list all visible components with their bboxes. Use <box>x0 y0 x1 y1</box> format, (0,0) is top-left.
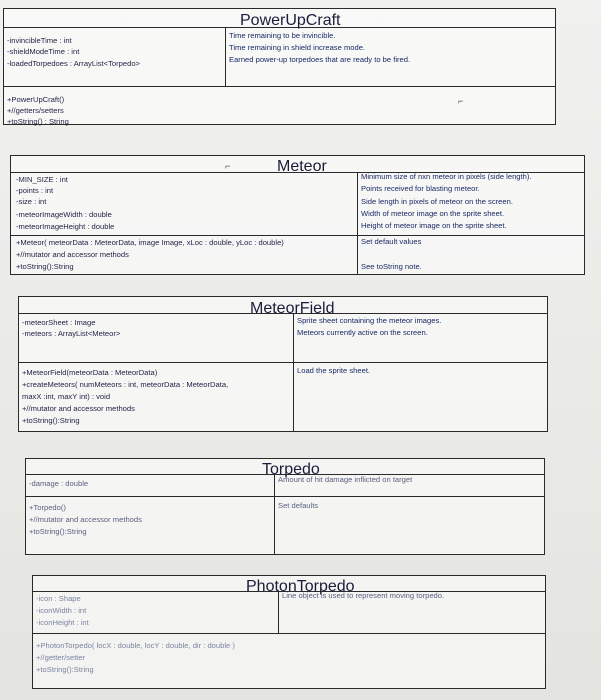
class-title-photontorpedo: PhotonTorpedo <box>246 578 355 595</box>
field-note: Meteors currently active on the screen. <box>297 328 428 337</box>
method-note: Load the sprite sheet. <box>297 366 371 375</box>
field: -damage : double <box>29 479 89 488</box>
field-note: Points received for blasting meteor. <box>361 184 480 193</box>
divider <box>25 496 545 497</box>
method: +//mutator and accessor methods <box>29 515 142 524</box>
field-note: Side length in pixels of meteor on the screen. <box>361 197 513 206</box>
method: +PowerUpCraft() <box>7 95 65 104</box>
field-note: Earned power-up torpedoes that are ready to be fired. <box>229 55 411 64</box>
field-note: Sprite sheet containing the meteor images. <box>297 316 442 325</box>
field: -shieldModeTime : int <box>7 47 80 56</box>
method: +Torpedo() <box>29 503 66 512</box>
class-title-meteorfield: MeteorField <box>250 300 335 317</box>
method: +PhotonTorpedo( locX : double, locY : double, dir : double ) <box>36 641 235 650</box>
field: -icon : Shape <box>36 594 81 603</box>
field: -invincibleTime : int <box>7 36 72 45</box>
field: -iconHeight : int <box>36 618 89 627</box>
method: +toString():String <box>22 416 80 425</box>
divider <box>278 591 279 633</box>
field: -points : int <box>16 186 54 195</box>
class-title-powerupcraft: PowerUpCraft <box>240 12 341 29</box>
divider <box>10 235 585 236</box>
divider <box>32 633 546 634</box>
method: +toString() : String <box>7 117 69 126</box>
method: +toString():String <box>36 665 94 674</box>
field-note: Minimum size of nxn meteor in pixels (side length). <box>361 172 532 181</box>
divider <box>274 474 275 555</box>
field: -iconWidth : int <box>36 606 87 615</box>
field: -meteorSheet : Image <box>22 318 96 327</box>
field-note: Amount of hit damage inflicted on target <box>278 475 413 484</box>
divider <box>225 27 226 86</box>
method: +createMeteors( numMeteors : int, meteorData : MeteorData, <box>22 380 229 389</box>
field: -size : int <box>16 197 47 206</box>
pen-mark: ⌐ <box>225 161 231 171</box>
method: +toString():String <box>29 527 87 536</box>
method: +//getter/setter <box>36 653 86 662</box>
divider <box>18 362 548 363</box>
method-note: Set default values <box>361 237 422 246</box>
divider <box>3 86 556 87</box>
divider <box>293 313 294 432</box>
method: +//mutator and accessor methods <box>22 404 135 413</box>
method: +toString():String <box>16 262 74 271</box>
method: +//mutator and accessor methods <box>16 250 129 259</box>
method-note: See toString note. <box>361 262 422 271</box>
divider <box>357 172 358 275</box>
field-note: Height of meteor image on the sprite sheet. <box>361 221 507 230</box>
class-title-torpedo: Torpedo <box>262 461 320 478</box>
method: maxX :int, maxY int) : void <box>22 392 111 401</box>
method-note: Set defaults <box>278 501 319 510</box>
class-title-meteor: Meteor <box>277 158 327 175</box>
field: -meteors : ArrayList<Meteor> <box>22 329 121 338</box>
method: +Meteor( meteorData : MeteorData, image Image, xLoc : double, yLoc : double) <box>16 238 284 247</box>
method: +MeteorField(meteorData : MeteorData) <box>22 368 158 377</box>
field-note: Time remaining in shield increase mode. <box>229 43 366 52</box>
field-note: Width of meteor image on the sprite sheet. <box>361 209 505 218</box>
field: -loadedTorpedoes : ArrayList<Torpedo> <box>7 59 140 68</box>
field: -meteorImageWidth : double <box>16 210 112 219</box>
method: +//getters/setters <box>7 106 64 115</box>
pen-mark: ⌐ <box>458 96 464 106</box>
field: -meteorImageHeight : double <box>16 222 115 231</box>
field-note: Time remaining to be invincible. <box>229 31 336 40</box>
field: -MIN_SIZE : int <box>16 175 68 184</box>
field-note: Line object is used to represent moving torpedo. <box>282 591 445 600</box>
